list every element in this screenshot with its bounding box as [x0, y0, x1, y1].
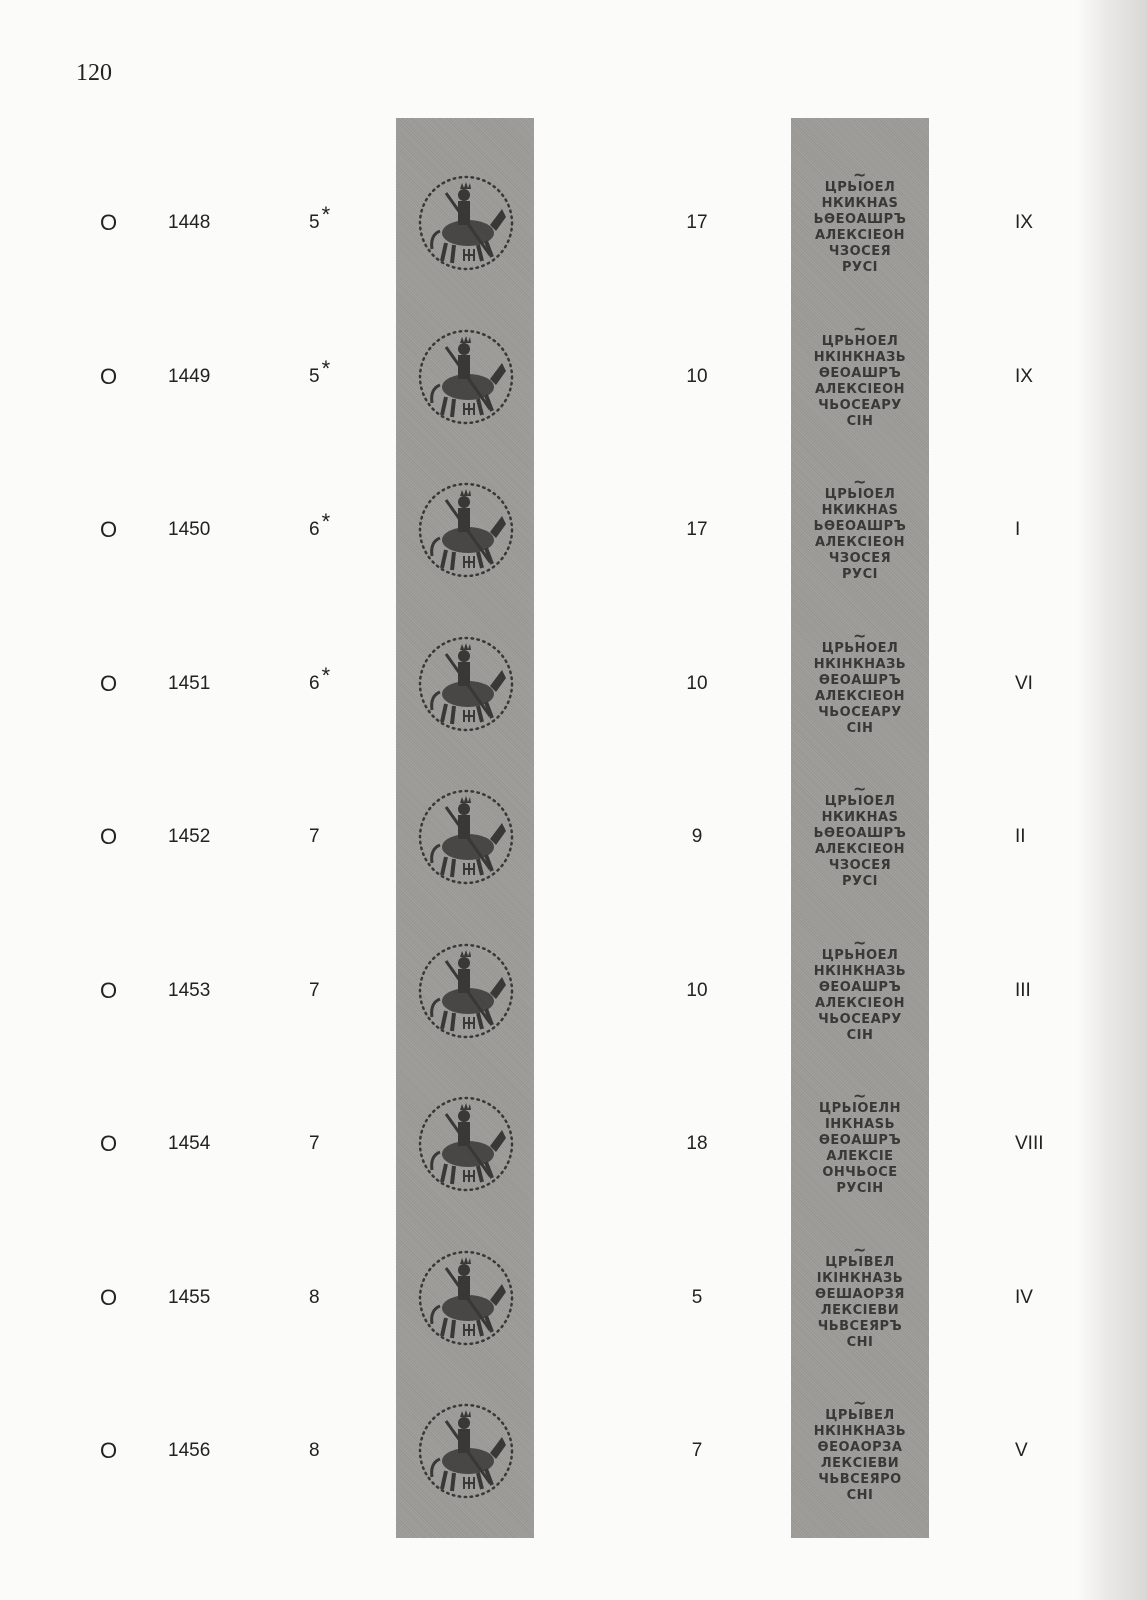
die-number: 6 * [309, 509, 331, 540]
catalog-number: 1452 [168, 826, 211, 847]
titlo-mark-icon: ~ [853, 472, 867, 491]
die-number: 7 [309, 1133, 320, 1154]
mint-mark: O [100, 363, 118, 389]
table-row [0, 452, 1147, 608]
legend-line: ЧЗОСЕЯ [828, 551, 892, 566]
legend-line: РУСІ [842, 874, 878, 889]
legend-line: НКІНКНАЗЬ [813, 656, 907, 672]
legend-line: ЬѲЕОАШРЪ [813, 212, 907, 227]
st-george-horseman-icon [416, 634, 516, 734]
reverse-legend [803, 932, 917, 1047]
legend-line: АЛЕКСІЕОН [814, 535, 906, 550]
legend-line: ЧЗОСЕЯ [828, 858, 892, 873]
titlo-mark-icon: ~ [853, 318, 867, 338]
type-numeral: I [1015, 519, 1021, 540]
type-numeral: III [1015, 979, 1031, 1001]
legend-line: ЛЕКСІЕВИ [820, 1456, 900, 1471]
legend-line: АЛЕКСІЕОН [814, 381, 906, 397]
legend-line: РУСІН [836, 1181, 884, 1196]
table-row [0, 606, 1147, 762]
reverse-legend [803, 1239, 917, 1354]
legend-line: АЛЕКСІЕОН [814, 842, 906, 857]
legend-line: НКІНКНАЗЬ [813, 1424, 907, 1439]
mint-mark: O [100, 1131, 118, 1156]
mint-mark: O [100, 824, 118, 849]
legend-line: НКИКНАЅ [821, 196, 899, 211]
legend-line: ЦРЬІВЕЛ [825, 1408, 895, 1423]
table-row [0, 1373, 1147, 1529]
titlo-mark-icon: ~ [853, 779, 867, 798]
mint-mark: O [100, 210, 118, 235]
legend-line: СНІ [846, 1334, 874, 1350]
legend-line: АЛЕКСІЕ [826, 1149, 894, 1164]
legend-line: РУСІ [842, 567, 878, 582]
table-row [0, 299, 1147, 455]
reverse-legend [803, 1395, 917, 1507]
weight-value: 5 [691, 1286, 703, 1308]
type-numeral: IX [1015, 212, 1033, 233]
weight-value: 17 [686, 212, 708, 233]
die-number: 5 * [309, 355, 331, 387]
die-number: 5 * [309, 202, 331, 233]
legend-line: ЦРЬІОЕЛ [824, 487, 896, 502]
legend-line: ѲЕОАШРЪ [818, 979, 902, 995]
titlo-mark-icon: ~ [853, 1393, 867, 1412]
legend-line: АЛЕКСІЕОН [814, 688, 906, 704]
catalog-number: 1454 [168, 1133, 211, 1154]
mint-mark: O [100, 977, 118, 1003]
type-numeral: IX [1015, 365, 1033, 387]
type-numeral: V [1015, 1440, 1028, 1461]
legend-line: ЧЬВСЕЯРО [818, 1472, 902, 1487]
weight-value: 7 [691, 1440, 703, 1461]
legend-line: СІН [846, 1027, 874, 1043]
legend-line: ЧЬОСЕАРУ [818, 704, 902, 720]
weight-value: 9 [691, 826, 703, 847]
catalog-number: 1455 [168, 1286, 211, 1308]
reverse-legend [803, 474, 917, 586]
page-number: 120 [76, 60, 112, 86]
legend-line: ѲЕОАШРЪ [818, 365, 902, 381]
weight-value: 10 [686, 672, 708, 694]
catalog-number: 1456 [168, 1440, 211, 1461]
rarity-asterisk: * [321, 202, 331, 227]
legend-line: РУСІ [842, 260, 878, 275]
titlo-mark-icon: ~ [853, 1086, 867, 1105]
die-number: 7 [309, 979, 320, 1001]
rarity-asterisk: * [321, 355, 331, 381]
reverse-legend [803, 625, 917, 740]
catalog-number: 1451 [168, 672, 211, 694]
legend-line: АЛЕКСІЕОН [814, 228, 906, 243]
weight-value: 10 [686, 365, 708, 387]
legend-line: ЧЬОСЕАРУ [818, 1011, 902, 1027]
legend-line: ЦРЬІОЕЛ [824, 180, 896, 195]
st-george-horseman-icon [416, 1094, 516, 1194]
rarity-asterisk: * [321, 509, 331, 534]
die-number: 8 [309, 1440, 320, 1461]
legend-line: ЬѲЕОАШРЪ [813, 519, 907, 534]
table-row [0, 1066, 1147, 1222]
catalog-number: 1450 [168, 519, 211, 540]
table-row [0, 759, 1147, 915]
type-numeral: VIII [1015, 1133, 1044, 1154]
catalog-number: 1453 [168, 979, 211, 1001]
mint-mark: O [100, 517, 118, 542]
legend-line: ЛЕКСІЕВИ [820, 1302, 900, 1318]
legend-line: СНІ [846, 1488, 874, 1503]
rarity-asterisk: * [321, 662, 331, 688]
legend-line: СІН [846, 413, 874, 429]
titlo-mark-icon: ~ [853, 932, 867, 952]
catalog-number: 1449 [168, 365, 211, 387]
legend-line: ѲЕОАШРЪ [818, 672, 902, 688]
titlo-mark-icon: ~ [853, 1239, 867, 1259]
legend-line: ЦРЬНОЕЛ [821, 947, 899, 963]
legend-line: АЛЕКСІЕОН [814, 995, 906, 1011]
die-number: 8 [309, 1286, 320, 1308]
legend-line: НКІНКНАЗЬ [813, 963, 907, 979]
mint-mark: O [100, 1284, 118, 1310]
die-number: 6 * [309, 662, 331, 694]
weight-value: 17 [686, 519, 708, 540]
titlo-mark-icon: ~ [853, 165, 867, 184]
legend-line: ЦРЬІОЕЛН [819, 1101, 901, 1116]
legend-line: ѲЕОАШРЪ [818, 1133, 902, 1148]
st-george-horseman-icon [416, 1248, 516, 1348]
table-row [0, 913, 1147, 1069]
legend-line: ѲЕШАОРЗЯ [815, 1286, 905, 1302]
type-numeral: II [1015, 826, 1026, 847]
titlo-mark-icon: ~ [853, 625, 867, 645]
legend-line: ЧЬОСЕАРУ [818, 397, 902, 413]
st-george-horseman-icon [416, 327, 516, 427]
reverse-legend [803, 1088, 917, 1200]
st-george-horseman-icon [416, 1401, 516, 1501]
weight-value: 10 [686, 979, 708, 1001]
legend-line: ОНЧЬОСЕ [822, 1165, 898, 1180]
type-numeral: VI [1015, 672, 1033, 694]
legend-line: ЧЬВСЕЯРЪ [817, 1318, 903, 1334]
mint-mark: O [100, 670, 118, 696]
legend-line: ЦРЬІОЕЛ [824, 794, 896, 809]
legend-line: ІКІНКНАЗЬ [816, 1270, 904, 1286]
table-row [0, 145, 1147, 301]
st-george-horseman-icon [416, 941, 516, 1041]
weight-value: 18 [686, 1133, 708, 1154]
st-george-horseman-icon [416, 480, 516, 580]
legend-line: ЧЗОСЕЯ [828, 244, 892, 259]
type-numeral: IV [1015, 1286, 1033, 1308]
legend-line: ЦРЬІВЕЛ [825, 1254, 895, 1270]
die-number: 7 [309, 826, 320, 847]
legend-line: НКІНКНАЗЬ [813, 349, 907, 365]
legend-line: НКИКНАЅ [821, 503, 899, 518]
catalog-number: 1448 [168, 212, 211, 233]
legend-line: СІН [846, 720, 874, 736]
legend-line: ЬѲЕОАШРЪ [813, 826, 907, 841]
legend-line: ЦРЬНОЕЛ [821, 333, 899, 349]
st-george-horseman-icon [416, 173, 516, 273]
st-george-horseman-icon [416, 787, 516, 887]
legend-line: ІНКНАЅЬ [824, 1117, 896, 1132]
legend-line: ѲЕОАОРЗА [817, 1440, 903, 1455]
mint-mark: O [100, 1438, 118, 1463]
legend-line: НКИКНАЅ [821, 810, 899, 825]
reverse-legend [803, 167, 917, 279]
table-row [0, 1220, 1147, 1376]
legend-line: ЦРЬНОЕЛ [821, 640, 899, 656]
reverse-legend [803, 318, 917, 433]
reverse-legend [803, 781, 917, 893]
